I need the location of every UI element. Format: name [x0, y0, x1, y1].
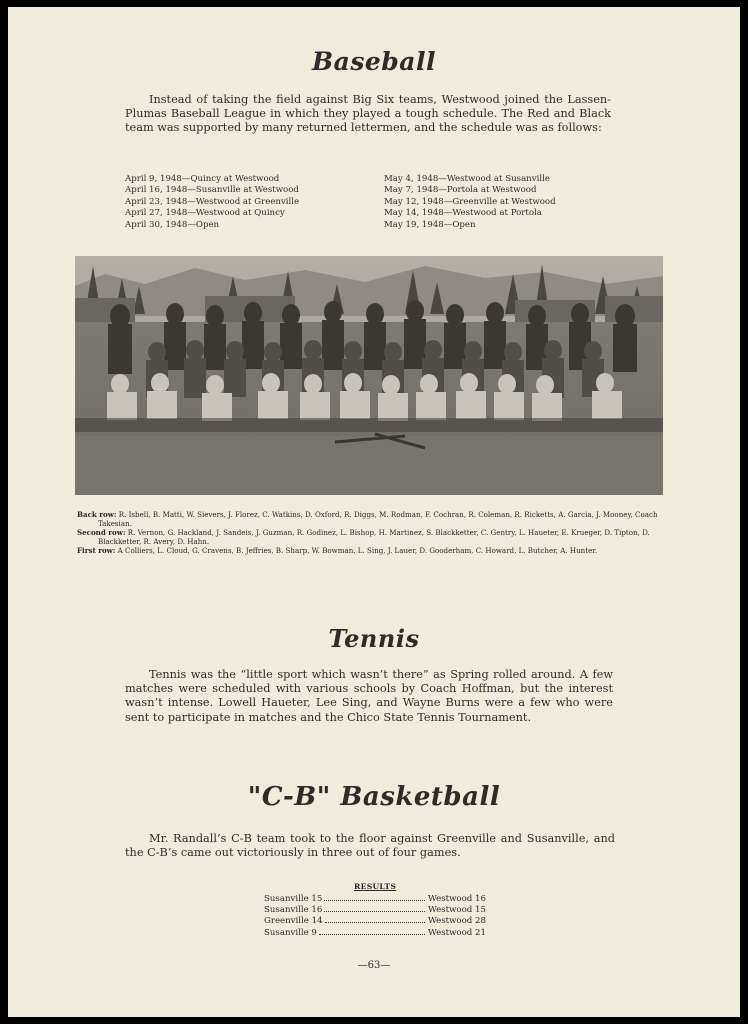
baseball-intro: Instead of taking the field against Big Six teams, Westwood joined the Lassen-Plumas Baseball League in which they played a tough schedule. The Red and Black team was supported by many returned lettermen, and the schedule was as follows: — [125, 93, 611, 135]
schedule-entry: April 27, 1948—Westwood at Quincy — [125, 208, 285, 219]
result-row: Susanville 9 Westwood 21 — [264, 927, 486, 938]
schedule-entry: May 14, 1948—Westwood at Portola — [384, 208, 542, 219]
schedule-entry: April 9, 1948—Quincy at Westwood — [125, 174, 280, 184]
yearbook-page — [8, 7, 740, 1017]
dot-leader — [324, 899, 425, 901]
cb-basketball-heading: "C-B" Basketball — [247, 782, 501, 812]
photo-caption — [77, 511, 665, 556]
cb-basketball-paragraph: Mr. Randall’s C-B team took to the floor against Greenville and Susanville, and the C-B’s came out victoriously in three out of four games. — [125, 832, 615, 860]
schedule-entry: April 30, 1948—Open — [125, 219, 220, 230]
result-row: Greenville 14 Westwood 28 — [264, 916, 486, 927]
schedule-entry: May 4, 1948—Westwood at Susanville — [384, 174, 550, 184]
schedule-entry: May 12, 1948—Greenville at Westwood — [384, 196, 556, 207]
schedule-entry: April 16, 1948—Susanville at Westwood — [125, 185, 299, 196]
results-title: RESULTS — [354, 882, 397, 891]
tennis-heading: Tennis — [328, 624, 420, 653]
dot-leader — [324, 910, 425, 912]
page-number: —63— — [357, 960, 391, 971]
dot-leader — [325, 921, 425, 923]
caption-first-row: First row: A Colliers, L. Cloud, G. Cravens, B. Jeffries, B. Sharp, W. Bowman, L. Sing, J. Lauer, D. Gooderham, C. Howard, L. Butcher, A. Hunter. — [77, 545, 598, 555]
results-table — [264, 894, 504, 939]
schedule-right-column — [384, 174, 556, 231]
result-row: Susanville 16 Westwood 15 — [264, 905, 486, 916]
schedule-entry: May 19, 1948—Open — [384, 219, 476, 230]
schedule-entry: May 7, 1948—Portola at Westwood — [384, 185, 537, 196]
caption-back-row: Back row: R. Isbell, B. Matti, W. Sievers, J. Florez, C. Watkins, D. Oxford, R. Diggs, M. Rodman, F. Cochran, R. Coleman, R. Ricketts, A. Garcia, J. Mooney, Coach Takesian. — [77, 510, 658, 528]
schedule-entry: April 23, 1948—Westwood at Greenville — [125, 196, 300, 207]
schedule-left-column — [125, 174, 299, 231]
result-row: Susanville 15 Westwood 16 — [264, 894, 486, 904]
team-photo — [75, 256, 663, 495]
caption-second-row: Second row: R. Vernon, G. Hackland, J. Sandeis, J. Guzman, R. Godinez, L. Bishop, H. Martinez, S. Blackketter, C. Gentry, L. Haueter, E. Krueger, D. Tipton, D. Blackketter, R. Avery, D. Hahn. — [77, 527, 650, 546]
dot-leader — [319, 933, 425, 935]
baseball-heading: Baseball — [312, 47, 436, 76]
team-photo-illustration — [75, 256, 663, 495]
tennis-paragraph: Tennis was the “little sport which wasn’t there” as Spring rolled around. A few matches were scheduled with various schools by Coach Hoffman, but the interest wasn’t intense. Lowell Haueter, Lee Sing, and Wayne Burns were a few who were sent to participate in matches and the Chico State Tennis Tournament. — [125, 668, 613, 724]
